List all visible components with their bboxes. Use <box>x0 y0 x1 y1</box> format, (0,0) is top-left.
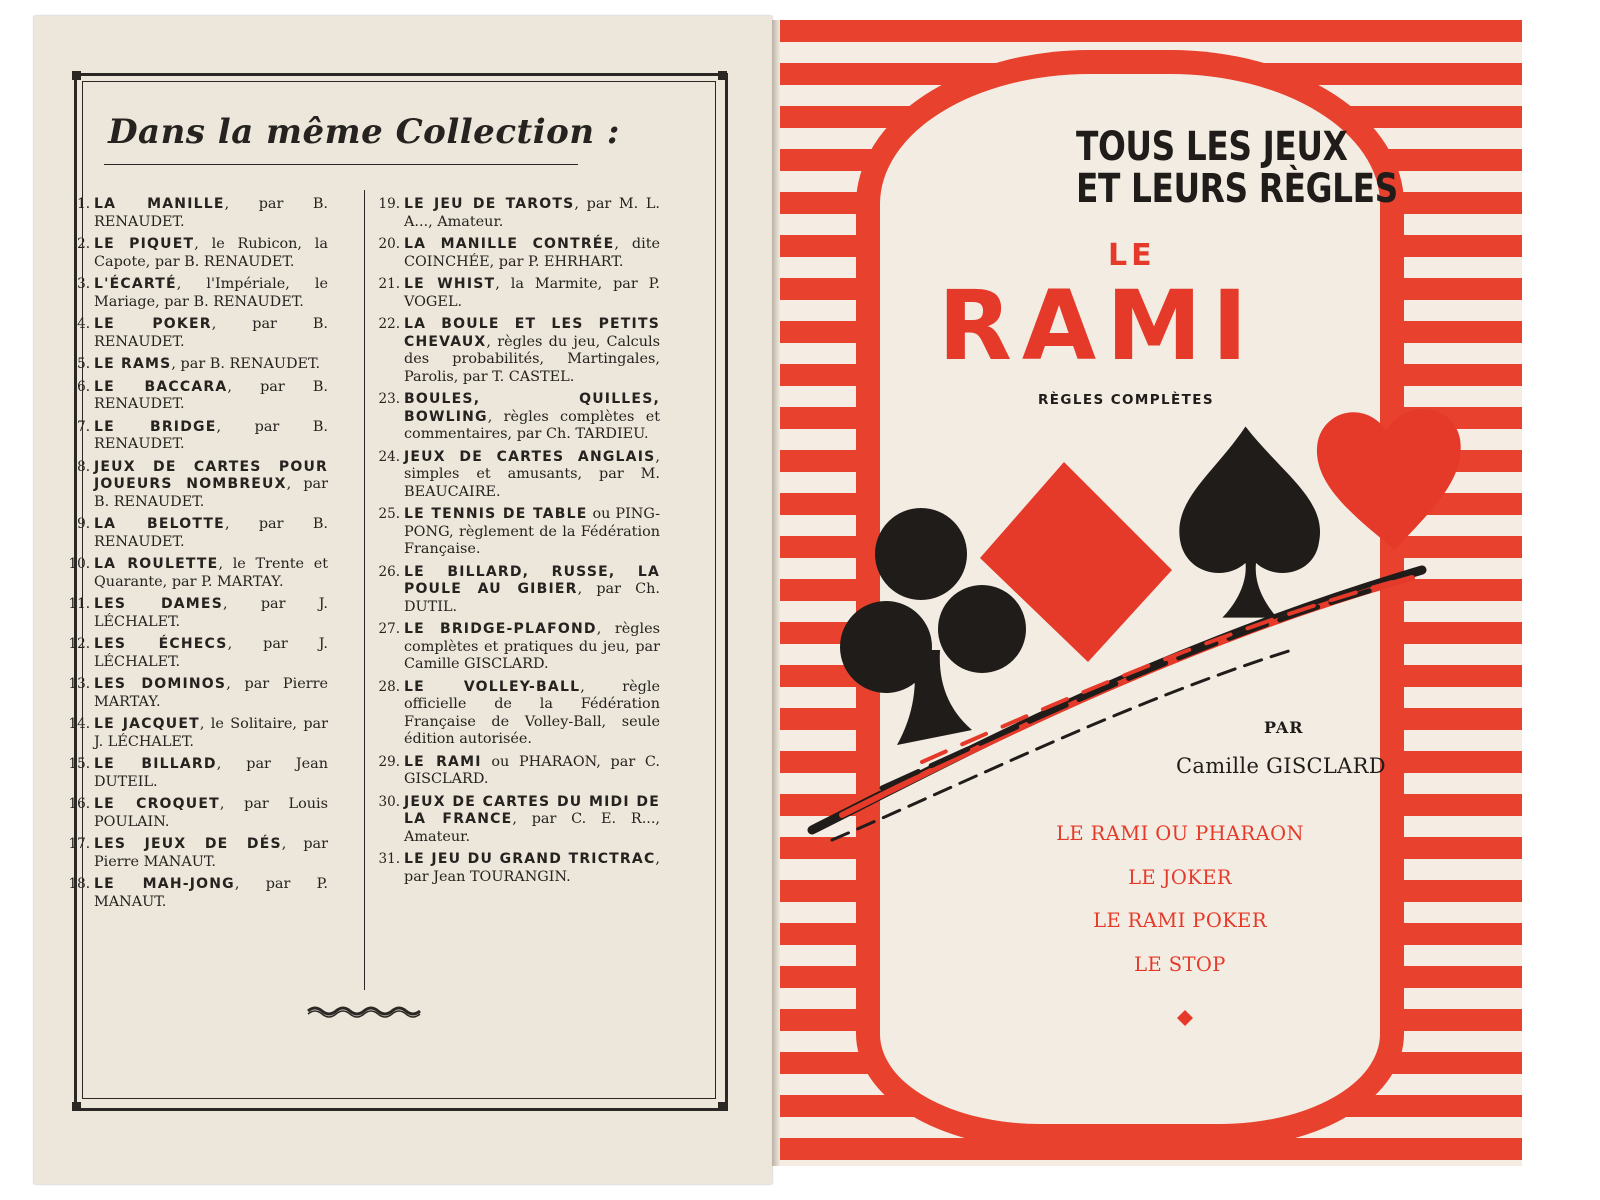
collection-entry <box>66 419 328 454</box>
collection-entry <box>66 516 328 551</box>
entry-details: , par B. RENAUDET. <box>94 196 328 230</box>
collection-entry <box>66 596 328 631</box>
entry-details: , par P. MANAUT. <box>94 876 329 910</box>
collection-entry <box>66 556 328 591</box>
entry-title: JEUX DE CARTES ANGLAIS <box>404 448 656 465</box>
collection-list-right <box>370 196 660 891</box>
collection-entry <box>66 676 328 711</box>
entry-details: , par B. RENAUDET. <box>94 516 329 550</box>
entry-number: 14. <box>68 716 90 732</box>
game-item: LE STOP <box>1134 952 1226 976</box>
entry-text <box>404 316 660 386</box>
entry-title: LA MANILLE CONTRÉE <box>404 236 615 252</box>
series-title-line1: TOUS LES JEUX <box>1076 124 1348 170</box>
collection-entry <box>66 636 328 671</box>
collection-entry <box>370 196 660 231</box>
entry-title: BOULES, QUILLES, BOWLING <box>404 391 660 425</box>
entry-details: ou PHARAON, par C. GISCLARD. <box>404 753 660 787</box>
entry-details: , dite COINCHÉE, par P. EHRHART. <box>404 236 660 270</box>
entry-number: 10. <box>68 556 90 572</box>
entry-number: 28. <box>378 678 400 695</box>
wave-ornament-icon <box>306 1004 422 1018</box>
entry-text <box>404 391 660 444</box>
entry-details: , par Pierre MARTAY. <box>94 676 328 710</box>
collection-entry <box>370 754 660 789</box>
entry-details: , par J. LÉCHALET. <box>94 636 328 670</box>
entry-number: 1. <box>77 196 90 212</box>
spade-icon <box>1179 427 1320 618</box>
series-title <box>1076 124 1398 212</box>
entry-text <box>404 564 660 617</box>
entry-number: 4. <box>77 316 90 332</box>
small-diamond-icon <box>1177 1010 1193 1026</box>
entry-text <box>94 716 328 751</box>
game-item: LE JOKER <box>1128 865 1232 889</box>
entry-details: , la Marmite, par P. VOGEL. <box>404 276 660 310</box>
entry-title: LE BRIDGE <box>94 418 217 435</box>
collection-entry <box>370 506 660 559</box>
entry-text <box>94 356 328 374</box>
collection-entry <box>66 876 328 911</box>
entry-title: JEUX DE CARTES POUR JOUEURS NOMBREUX <box>94 458 328 492</box>
entry-title: JEUX DE CARTES DU MIDI DE LA FRANCE <box>404 793 660 827</box>
frame-corner <box>718 1102 727 1111</box>
entry-details: , l'Impériale, le Mariage, par B. RENAUDET. <box>94 276 328 310</box>
entry-number: 6. <box>77 378 90 395</box>
collection-list-left <box>66 196 328 916</box>
collection-entry <box>66 796 328 831</box>
entry-title: LES ÉCHECS <box>94 636 228 652</box>
collection-entry <box>370 449 660 502</box>
entry-title: LE BACCARA <box>94 378 228 395</box>
entry-details: , par C. E. R..., Amateur. <box>404 811 661 845</box>
entry-details: , simples et amusants, par M. BEAUCAIRE. <box>404 448 660 500</box>
collection-entry <box>66 236 328 271</box>
entry-details: , par Jean TOURANGIN. <box>404 851 660 885</box>
entry-text <box>94 876 328 911</box>
collection-entry <box>66 836 328 871</box>
entry-text <box>404 621 660 674</box>
entry-details: , règles complètes et commentaires, par Ch. TARDIEU. <box>404 408 660 442</box>
entry-details: , par M. L. A..., Amateur. <box>404 196 660 230</box>
entry-number: 15. <box>68 756 90 772</box>
entry-number: 19. <box>378 196 400 212</box>
entry-text <box>404 449 660 502</box>
entry-number: 31. <box>378 851 400 867</box>
entry-number: 8. <box>77 458 90 475</box>
entry-text <box>404 196 660 231</box>
collection-entry <box>66 276 328 311</box>
heart-icon <box>1317 409 1461 550</box>
entry-title: LE PIQUET <box>94 236 195 252</box>
entry-title: LE TENNIS DE TABLE <box>404 506 588 522</box>
entry-text <box>404 276 660 311</box>
entry-number: 7. <box>77 418 90 435</box>
entry-text <box>94 556 328 591</box>
collection-entry <box>370 564 660 617</box>
entry-details: , par J. LÉCHALET. <box>94 596 328 630</box>
entry-number: 12. <box>68 636 90 652</box>
entry-number: 20. <box>378 236 400 252</box>
entry-text <box>94 276 328 311</box>
entry-title: LA MANILLE <box>94 196 225 212</box>
entry-number: 5. <box>77 356 90 372</box>
entry-title: L'ÉCARTÉ <box>94 276 177 292</box>
collection-entry <box>66 716 328 751</box>
entry-text <box>94 796 328 831</box>
entry-number: 24. <box>378 448 400 465</box>
entry-details: , par B. RENAUDET. <box>94 378 328 412</box>
entry-text <box>94 459 328 512</box>
entry-details: , le Solitaire, par J. LÉCHALET. <box>94 716 328 750</box>
entry-details: , par Louis POULAIN. <box>94 796 328 830</box>
collection-entry <box>370 391 660 444</box>
entry-details: , par B. RENAUDET. <box>94 476 328 510</box>
entry-number: 2. <box>77 236 90 252</box>
entry-title: LA ROULETTE <box>94 556 219 572</box>
entry-text <box>94 196 328 231</box>
frame-corner <box>718 71 727 80</box>
entry-details: , par Ch. DUTIL. <box>404 581 660 615</box>
entry-text <box>404 851 660 886</box>
entry-text <box>404 679 660 749</box>
entry-details: ou PING-PONG, règlement de la Fédération Française. <box>404 506 660 557</box>
collection-entry <box>370 276 660 311</box>
collection-entry <box>66 196 328 231</box>
entry-text <box>94 379 328 414</box>
title-article: LE <box>1108 238 1156 273</box>
collection-heading: Dans la même Collection : <box>108 112 620 152</box>
entry-details: , par B. RENAUDET. <box>94 418 328 452</box>
entry-title: LE JEU DU GRAND TRICTRAC <box>404 851 656 867</box>
frame-corner <box>72 71 81 80</box>
author-prefix: PAR <box>1264 718 1304 737</box>
entry-title: LE POKER <box>94 316 212 332</box>
entry-number: 11. <box>68 596 90 612</box>
entry-title: LE VOLLEY-BALL <box>404 678 581 695</box>
entry-details: , règle officielle de la Fédération Française de Volley-Ball, seule édition autorisée. <box>404 678 661 747</box>
collection-entry <box>66 379 328 414</box>
collection-entry <box>370 794 660 847</box>
subtitle: RÈGLES COMPLÈTES <box>1038 392 1215 408</box>
card-suits-illustration <box>772 400 1522 860</box>
collection-entry <box>66 356 328 374</box>
entry-number: 21. <box>378 276 400 292</box>
entry-title: LES DAMES <box>94 596 223 612</box>
collection-entry <box>66 756 328 791</box>
entry-number: 22. <box>378 316 400 332</box>
main-title: RAMI <box>938 270 1258 382</box>
entry-text <box>404 506 660 559</box>
collection-entry <box>66 316 328 351</box>
entry-details: , règles du jeu, Calculs des probabilités, Martingales, Parolis, par T. CASTEL. <box>404 333 660 385</box>
entry-title: LE BILLARD, RUSSE, LA POULE AU GIBIER <box>404 563 660 597</box>
entry-number: 9. <box>77 516 90 532</box>
entry-details: , règles complètes et pratiques du jeu, par Camille GISCLARD. <box>404 621 660 672</box>
entry-text <box>94 596 328 631</box>
entry-text <box>94 316 328 351</box>
collection-entry <box>370 621 660 674</box>
entry-title: LE WHIST <box>404 276 496 292</box>
entry-title: LA BELOTTE <box>94 516 225 532</box>
collection-entry <box>370 316 660 386</box>
entry-text <box>94 419 328 454</box>
entry-title: LE MAH-JONG <box>94 876 235 892</box>
entry-text <box>94 676 328 711</box>
entry-number: 30. <box>378 793 400 810</box>
collection-entry <box>370 236 660 271</box>
entry-number: 26. <box>378 563 400 580</box>
entry-text <box>94 236 328 271</box>
entry-title: LE JACQUET <box>94 716 200 732</box>
entry-number: 13. <box>68 676 90 692</box>
entry-title: LES DOMINOS <box>94 676 227 692</box>
entry-text <box>94 756 328 791</box>
entry-title: LE RAMI <box>404 753 482 770</box>
entry-number: 29. <box>378 753 400 770</box>
entry-text <box>404 794 660 847</box>
entry-text <box>94 836 328 871</box>
collection-entry <box>370 679 660 749</box>
entry-details: , le Rubicon, la Capote, par B. RENAUDET. <box>94 236 328 270</box>
heading-underline <box>104 164 578 165</box>
entry-title: LE BILLARD <box>94 756 217 772</box>
entry-details: , par B. RENAUDET. <box>171 356 321 372</box>
frame-corner <box>72 1102 81 1111</box>
entry-text <box>94 516 328 551</box>
entry-text <box>404 236 660 271</box>
column-divider <box>364 190 365 990</box>
collection-entry <box>66 459 328 512</box>
collection-entry <box>370 851 660 886</box>
entry-title: LA BOULE ET LES PETITS CHEVAUX <box>404 316 660 350</box>
entry-details: , par B. RENAUDET. <box>94 316 328 350</box>
entry-details: , par Jean DUTEIL. <box>94 756 328 790</box>
games-list <box>1020 822 1340 996</box>
entry-number: 17. <box>68 836 90 852</box>
entry-text <box>404 754 660 789</box>
entry-number: 18. <box>68 876 90 892</box>
entry-title: LES JEUX DE DÉS <box>94 836 282 852</box>
entry-title: LE RAMS <box>94 356 172 372</box>
entry-number: 25. <box>378 506 400 522</box>
entry-details: , le Trente et Quarante, par P. MARTAY. <box>94 556 328 590</box>
entry-number: 3. <box>77 276 90 292</box>
series-title-line2: ET LEURS RÈGLES <box>1076 166 1398 212</box>
entry-number: 23. <box>378 391 400 407</box>
entry-title: LE BRIDGE-PLAFOND <box>404 621 597 637</box>
game-item: LE RAMI OU PHARAON <box>1056 822 1304 845</box>
entry-details: , par Pierre MANAUT. <box>94 836 328 870</box>
entry-text <box>94 636 328 671</box>
entry-number: 27. <box>378 621 400 637</box>
entry-title: LE JEU DE TAROTS <box>404 196 575 212</box>
author-name: Camille GISCLARD <box>1176 754 1386 778</box>
entry-number: 16. <box>68 796 90 812</box>
game-item: LE RAMI POKER <box>1093 909 1267 932</box>
entry-title: LE CROQUET <box>94 796 220 812</box>
